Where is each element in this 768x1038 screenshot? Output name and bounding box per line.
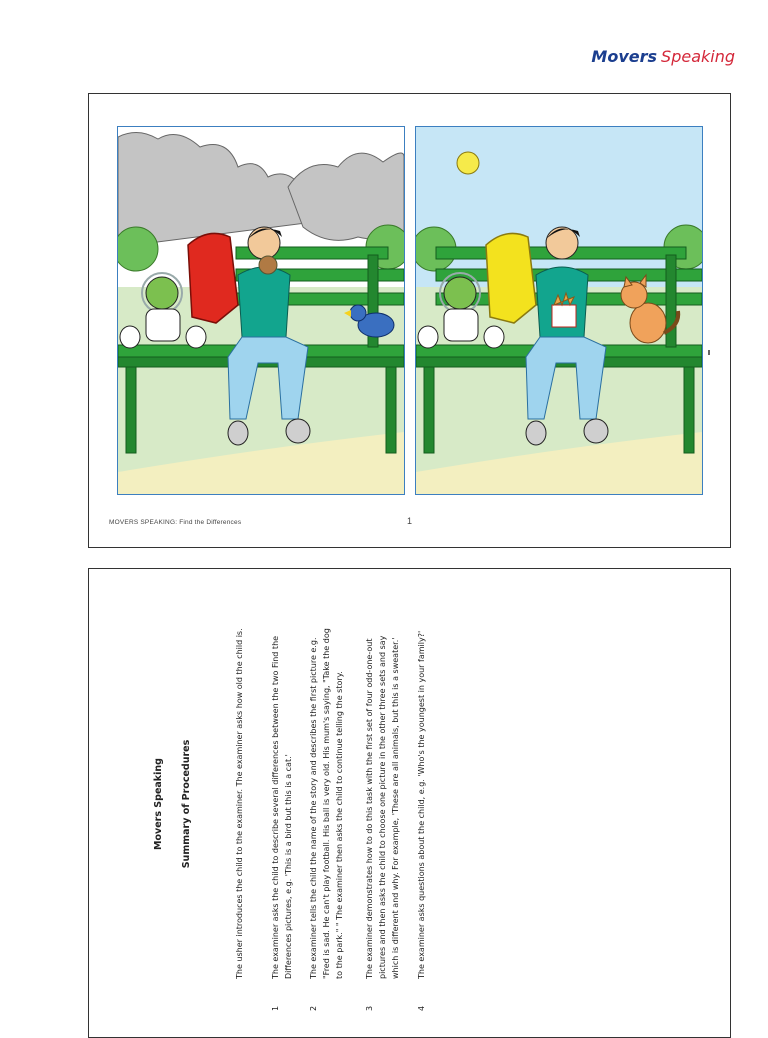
procedure-text: The examiner asks questions about the child, e.g. 'Who's the youngest in your family?' xyxy=(417,630,426,979)
procedure-text: The examiner demonstrates how to do this task with the first set of four odd-one-out pictures and then asks the child to choose one picture in the other three sets and say which is different and why. For example, 'These are all animals, but this is a sweater.' xyxy=(365,635,400,979)
left-picture xyxy=(117,126,405,495)
procedures-card xyxy=(88,568,731,1038)
procedure-number: 4 xyxy=(417,1005,426,1011)
right-picture-illustration xyxy=(416,127,702,494)
procedures-subtitle: Summary of Procedures xyxy=(181,739,192,869)
edge-mark xyxy=(708,350,710,355)
procedure-number: 2 xyxy=(309,1005,318,1011)
procedure-number: 1 xyxy=(271,1005,280,1011)
procedure-number: 3 xyxy=(365,1005,374,1011)
card-page-number: 1 xyxy=(407,516,413,526)
right-picture xyxy=(415,126,703,495)
find-differences-card xyxy=(88,93,731,548)
brand-light: Speaking xyxy=(661,47,735,66)
procedures-title: Movers Speaking xyxy=(153,758,164,850)
procedures-rotated-block xyxy=(141,589,471,1019)
left-picture-illustration xyxy=(118,127,404,494)
procedures-intro: The usher introduces the child to the examiner. The examiner asks how old the child is. xyxy=(235,628,244,979)
procedure-text: The examiner tells the child the name of the story and describes the first picture e.g. "Fred is sad. He can't play football. His ball is very old. His mum's saying, "Take the dog to the park." " The examiner then asks the child to continue telling the story. xyxy=(309,628,344,979)
card-footer-text: MOVERS SPEAKING: Find the Differences xyxy=(109,519,242,526)
procedure-text: The examiner asks the child to describe several differences between the two Find the Differences pictures, e.g. 'This is a bird but this is a cat.' xyxy=(271,635,293,979)
brand-header xyxy=(560,47,735,66)
brand-bold: Movers xyxy=(591,47,658,66)
